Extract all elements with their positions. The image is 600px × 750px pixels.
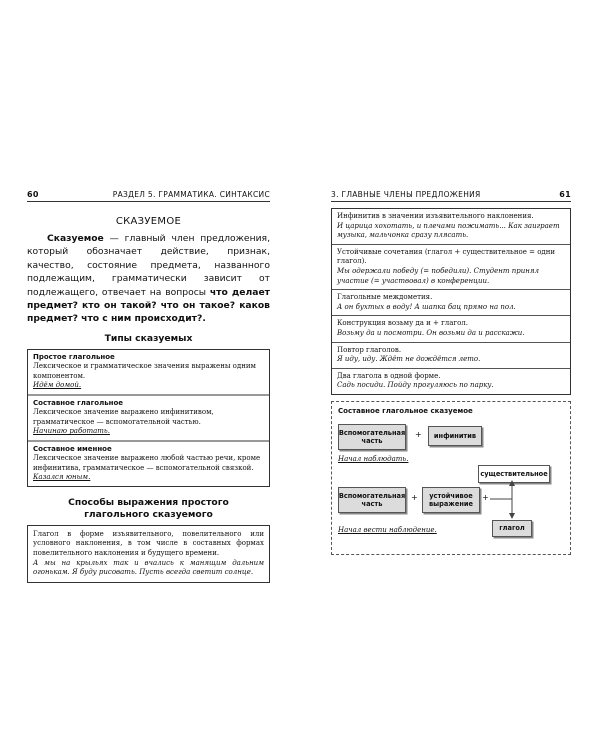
form-row [332, 316, 570, 342]
types-table [27, 349, 270, 487]
left-page [27, 190, 270, 583]
definition-term: Сказуемое [47, 233, 104, 244]
form-row [332, 343, 570, 369]
scheme-box-verb: глагол [492, 520, 532, 537]
scheme-box-aux: Вспомогательная часть [338, 424, 406, 450]
right-section-title: 3. ГЛАВНЫЕ ЧЛЕНЫ ПРЕДЛОЖЕНИЯ [331, 190, 481, 199]
left-page-number: 60 [27, 190, 39, 199]
type-example: Казался юным. [33, 473, 91, 482]
type-example: Идём домой. [33, 381, 82, 390]
definition-questions: что делает предмет? кто он такой? что он такое? каков предмет? что с ним происходит?. [27, 286, 271, 325]
ways-title-line2: глагольного сказуемого [84, 508, 213, 520]
form-text: Конструкция возьму да и + глагол. [337, 319, 468, 328]
types-title: Типы сказуемых [104, 332, 193, 344]
scheme-example-2: Начал вести наблюдение. [338, 525, 437, 534]
scheme-box-aux-2: Вспомогательная часть [338, 487, 406, 513]
form-row [332, 290, 570, 316]
type-text: Лексическое значение выражено инфинитивом, грамматическое — вспомогательной частью. [33, 408, 214, 426]
type-text: Лексическое значение выражено любой частью речи, кроме инфинитива, грамматическое — вспомогательной связкой. [33, 454, 261, 472]
plus-sign: + [411, 492, 418, 502]
ways-example: А мы на крыльях так и вчались к манящим дальним огонькам. Я буду рисовать. Пусть всегда светит солнце. [33, 558, 264, 577]
form-row [332, 369, 570, 394]
form-example: Я иду, иду. Ждёт не дождётся лето. [337, 355, 481, 364]
form-text: Два глагола в одной форме. [337, 371, 441, 380]
type-row [28, 442, 269, 486]
ways-text: Глагол в форме изъявительного, повелительного или условного наклонения, в том числе в составных формах повелительного наклонения и будущего времени. [33, 529, 264, 558]
form-row [332, 245, 570, 290]
left-section-title: РАЗДЕЛ 5. ГРАММАТИКА. СИНТАКСИС [112, 190, 270, 199]
type-row [28, 350, 269, 396]
form-text: Повтор глаголов. [337, 345, 402, 354]
scheme-title: Составное глагольное сказуемое [338, 406, 473, 415]
right-page [331, 190, 571, 555]
forms-table [331, 208, 571, 395]
scheme-box [331, 401, 571, 555]
scheme-box-phrase: устойчивое выражение [422, 487, 480, 513]
right-page-number: 61 [559, 190, 571, 199]
type-head: Простое глагольное [33, 352, 115, 361]
page-title: СКАЗУЕМОЕ [115, 216, 182, 227]
left-running-head [27, 190, 270, 202]
form-example: Возьму да и посмотри. Он возьми да и расскажи. [337, 328, 525, 337]
form-text: Устойчивые сочетания (глагол + существительное = одни глагол). [337, 247, 556, 266]
ways-box [27, 525, 270, 583]
form-text: Глагольные междометия. [337, 293, 433, 302]
form-row [332, 209, 570, 245]
ways-title [27, 497, 270, 521]
branch-arrows-icon [488, 480, 528, 520]
right-running-head [331, 190, 571, 202]
type-example: Начинаю работать. [33, 427, 110, 436]
form-example: Садь посиди. Пойду прогуляюсь по парку. [337, 381, 494, 390]
definition-text: — главный член предложения, который обозначает действие, признак, качество, состояние предмета, названного подлежащим, грамматически зависит от подлежащего, отвечает на вопросы [27, 233, 270, 298]
form-text: Инфинитив в значении изъявительного наклонения. [337, 212, 534, 220]
plus-sign: + [482, 492, 489, 502]
ways-title-line1: Способы выражения простого [68, 496, 229, 508]
scheme-example-1: Начал наблюдать. [338, 454, 409, 463]
type-text: Лексическое и грамматическое значения выражены одним компонентом. [33, 362, 256, 380]
type-row [28, 396, 269, 442]
definition-paragraph [27, 232, 270, 326]
plus-sign: + [415, 429, 422, 439]
type-head: Составное глагольное [33, 398, 124, 407]
form-example: И царица хохотать, и плечами пожимать... Как заиграет музыка, мальчонка сразу плясать. [337, 221, 560, 240]
form-example: Мы одержали победу (= победили). Студент принял участие (= участвовал) в конференции. [337, 266, 539, 285]
type-head: Составное именное [33, 444, 112, 453]
form-example: А он бухтых в воду! А шапка бац прямо на пол. [337, 302, 516, 311]
scheme-box-infinitive: инфинитив [428, 426, 482, 446]
scheme-box-noun: существительное [478, 465, 550, 483]
